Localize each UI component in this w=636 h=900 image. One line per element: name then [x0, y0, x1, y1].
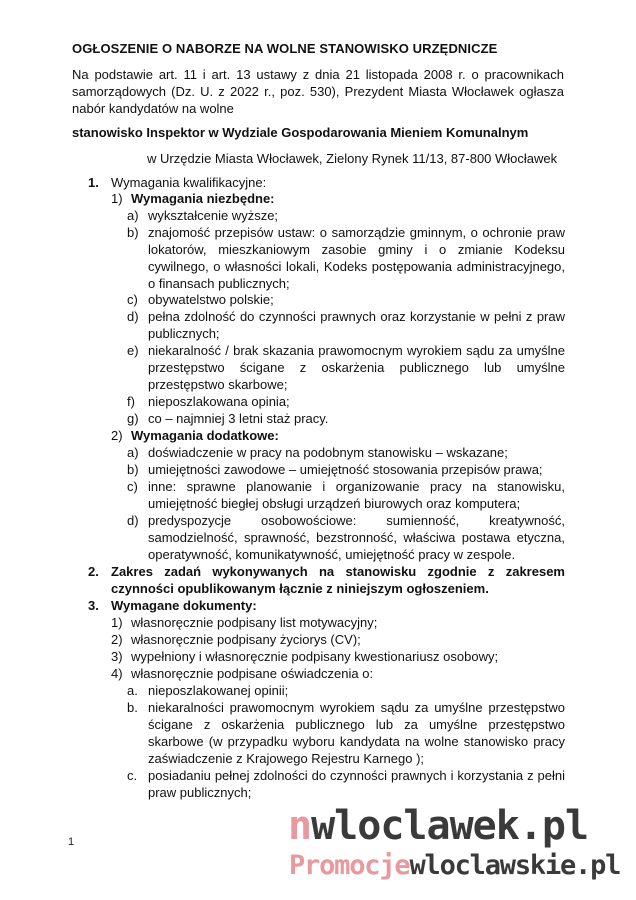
list-item: doświadczenie w pracy na podobnym stanowisku – wskazane; — [148, 445, 508, 460]
list-item: predyspozycje osobowościowe: sumienność, kreatywność, samodzielność, sprawność, bezstronność, właściwa postawa etyczna, operatywność, komunikatywność, umiejętność pracy w zespole. — [148, 513, 565, 562]
position-title: stanowisko Inspektor w Wydziale Gospodarowania Mieniem Komunalnym — [72, 125, 529, 140]
list-marker: 2) — [111, 632, 123, 647]
section-scope-text: Zakres zadań wykonywanych na stanowisku zgodnie z zakresem czynności opublikowanym łącznie z niniejszym ogłoszeniem. — [111, 564, 565, 596]
list-marker: a) — [127, 208, 139, 223]
office-location: w Urzędzie Miasta Włocławek, Zielony Rynek 11/13, 87-800 Włocławek — [147, 151, 558, 166]
list-item: niekaralność / brak skazania prawomocnym wyrokiem sądu za umyślne przestępstwo ścigane z oskarżenia publicznego lub umyślne przestępstwo skarbowe; — [148, 343, 565, 392]
list-item: nieposzlakowana opinia; — [148, 394, 290, 409]
section-marker: 3. — [88, 598, 99, 613]
list-item: pełna zdolność do czynności prawnych oraz korzystanie w pełni z praw publicznych; — [148, 309, 565, 341]
watermark-logo-nwloclawek: nwloclawek.pl — [288, 803, 589, 849]
subsection-marker: 1) — [111, 191, 123, 206]
watermark-logo-promocje: Promocjewloclawskie.pl — [289, 850, 621, 881]
list-item: własnoręcznie podpisane oświadczenia o: — [131, 666, 374, 681]
section-marker: 2. — [88, 564, 99, 579]
intro-paragraph: Na podstawie art. 11 i art. 13 ustawy z dnia 21 listopada 2008 r. o pracownikach samorządowych (Dz. U. z 2022 r., poz. 530), Prezydent Miasta Włocławek ogłasza nabór kandydatów na wolne — [72, 67, 564, 116]
list-marker: f) — [127, 394, 135, 409]
section-marker: 1. — [88, 175, 99, 190]
list-item: posiadaniu pełnej zdolności do czynności prawnych i korzystania z pełni praw publicznych; — [148, 768, 565, 800]
list-marker: e) — [127, 343, 139, 358]
list-item: wykształcenie wyższe; — [148, 208, 279, 223]
list-marker: 3) — [111, 649, 123, 664]
list-marker: c) — [127, 479, 138, 494]
section-title: Wymagane dokumenty: — [111, 598, 257, 613]
list-marker: 4) — [111, 666, 123, 681]
list-marker: b. — [127, 700, 138, 715]
section-title: Wymagania kwalifikacyjne: — [111, 175, 267, 190]
subsection-title-required: Wymagania niezbędne: — [131, 191, 275, 206]
list-marker: d) — [127, 513, 139, 528]
list-marker: g) — [127, 411, 139, 426]
announcement-title: OGŁOSZENIE O NABORZE NA WOLNE STANOWISKO URZĘDNICZE — [72, 41, 498, 56]
list-marker: c. — [127, 768, 138, 783]
subsection-marker: 2) — [111, 428, 123, 443]
list-item: wypełniony i własnoręcznie podpisany kwestionariusz osobowy; — [131, 649, 499, 664]
list-marker: b) — [127, 462, 139, 477]
list-item: znajomość przepisów ustaw: o samorządzie gminnym, o ochronie praw lokatorów, mieszkaniowym zasobie gminy i o zmianie Kodeksu cywilnego, o własności lokali, Kodeks postępowania administracyjnego, o finansach publicznych; — [148, 225, 565, 291]
list-item: nieposzlakowanej opinii; — [148, 683, 289, 698]
list-marker: 1) — [111, 615, 123, 630]
list-item: inne: sprawne planowanie i organizowanie pracy na stanowisku, umiejętność biegłej obsługi urządzeń biurowych oraz komputera; — [148, 479, 565, 511]
list-marker: a) — [127, 445, 139, 460]
list-item: umiejętności zawodowe – umiejętność stosowania przepisów prawa; — [148, 462, 543, 477]
list-marker: c) — [127, 292, 138, 307]
list-item: niekaralności prawomocnym wyrokiem sądu za umyślne przestępstwo ścigane z oskarżenia publicznego lub za umyślne przestępstwo skarbowe (w przypadku wyboru kandydata na wolne stanowisko pracy zaświadczenie z Krajowego Rejestru Karnego ); — [148, 700, 565, 766]
page-number: 1 — [68, 836, 75, 848]
list-item: obywatelstwo polskie; — [148, 292, 274, 307]
list-item: własnoręcznie podpisany życiorys (CV); — [131, 632, 361, 647]
list-item: własnoręcznie podpisany list motywacyjny; — [131, 615, 378, 630]
list-marker: a. — [127, 683, 138, 698]
list-marker: b) — [127, 225, 139, 240]
list-marker: d) — [127, 309, 139, 324]
subsection-title-additional: Wymagania dodatkowe: — [131, 428, 279, 443]
list-item: co – najmniej 3 letni staż pracy. — [148, 411, 329, 426]
